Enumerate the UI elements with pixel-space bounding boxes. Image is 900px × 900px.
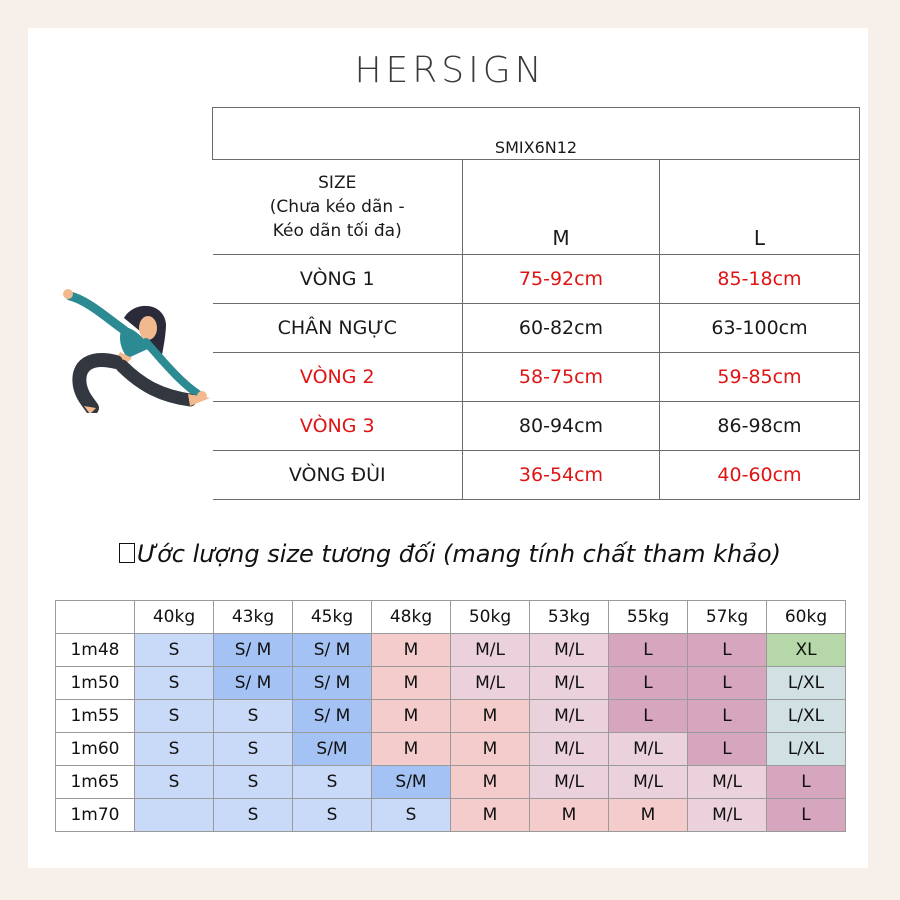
size-cell: S bbox=[293, 799, 372, 832]
measure-label: CHÂN NGỰC bbox=[213, 304, 463, 353]
size-cell: L bbox=[688, 634, 767, 667]
height-label: 1m60 bbox=[56, 733, 135, 766]
size-cell bbox=[135, 799, 214, 832]
size-cell: S/ M bbox=[214, 634, 293, 667]
size-cell: M/L bbox=[609, 766, 688, 799]
size-cell: L bbox=[688, 733, 767, 766]
size-cell: M bbox=[372, 667, 451, 700]
size-cell: S/ M bbox=[293, 634, 372, 667]
size-l-header: L bbox=[660, 160, 860, 255]
height-row bbox=[56, 733, 846, 766]
size-cell: S/ M bbox=[293, 700, 372, 733]
weight-header: 57kg bbox=[688, 601, 767, 634]
size-cell: M bbox=[609, 799, 688, 832]
measure-l: 63-100cm bbox=[660, 304, 860, 353]
height-row bbox=[56, 667, 846, 700]
product-code: SMIX6N12 bbox=[213, 108, 860, 160]
size-cell: S bbox=[293, 766, 372, 799]
measure-label: VÒNG 3 bbox=[213, 402, 463, 451]
spec-row bbox=[213, 353, 860, 402]
size-estimate-table bbox=[55, 600, 846, 832]
size-cell: L bbox=[767, 799, 846, 832]
size-cell: XL bbox=[767, 634, 846, 667]
size-label-line: (Chưa kéo dãn - bbox=[269, 197, 405, 217]
height-label: 1m48 bbox=[56, 634, 135, 667]
brand-logo: HERSIGN bbox=[354, 50, 546, 91]
measure-label: VÒNG ĐÙI bbox=[213, 451, 463, 500]
size-cell: M/L bbox=[451, 634, 530, 667]
size-cell: M/L bbox=[688, 766, 767, 799]
size-label-line: Kéo dãn tối đa) bbox=[272, 221, 402, 241]
measure-l: 85-18cm bbox=[660, 255, 860, 304]
size-cell: S bbox=[135, 634, 214, 667]
size-cell: M/L bbox=[530, 766, 609, 799]
size-cell: S bbox=[135, 700, 214, 733]
size-cell: S bbox=[214, 766, 293, 799]
size-cell: L bbox=[688, 667, 767, 700]
spec-row bbox=[213, 304, 860, 353]
spec-row bbox=[213, 402, 860, 451]
spec-size-header bbox=[213, 160, 860, 255]
measure-m: 58-75cm bbox=[463, 353, 660, 402]
size-cell: S/M bbox=[372, 766, 451, 799]
note-text: Ước lượng size tương đối (mang tính chất tham khảo) bbox=[136, 540, 782, 568]
size-cell: L bbox=[609, 634, 688, 667]
measure-label: VÒNG 2 bbox=[213, 353, 463, 402]
spec-row bbox=[213, 255, 860, 304]
size-cell: S/ M bbox=[214, 667, 293, 700]
checkbox-icon bbox=[119, 543, 135, 563]
measure-m: 75-92cm bbox=[463, 255, 660, 304]
size-cell: M bbox=[372, 634, 451, 667]
size-cell: L/XL bbox=[767, 667, 846, 700]
height-label: 1m65 bbox=[56, 766, 135, 799]
size-cell: M/L bbox=[530, 634, 609, 667]
size-cell: S bbox=[214, 733, 293, 766]
size-cell: M bbox=[372, 733, 451, 766]
measure-l: 86-98cm bbox=[660, 402, 860, 451]
size-cell: M bbox=[451, 766, 530, 799]
size-label-cell bbox=[213, 160, 463, 255]
size-cell: L bbox=[767, 766, 846, 799]
size-cell: M/L bbox=[451, 667, 530, 700]
size-cell: S/ M bbox=[293, 667, 372, 700]
size-cell: M bbox=[530, 799, 609, 832]
height-row bbox=[56, 634, 846, 667]
weight-header: 45kg bbox=[293, 601, 372, 634]
size-cell: L bbox=[609, 700, 688, 733]
size-cell: M/L bbox=[530, 700, 609, 733]
size-cell: M/L bbox=[530, 667, 609, 700]
size-cell: M bbox=[451, 700, 530, 733]
weight-header-row bbox=[56, 601, 846, 634]
height-label: 1m50 bbox=[56, 667, 135, 700]
height-row bbox=[56, 766, 846, 799]
measure-l: 40-60cm bbox=[660, 451, 860, 500]
size-cell: M/L bbox=[530, 733, 609, 766]
size-estimate-note bbox=[0, 540, 900, 568]
measure-l: 59-85cm bbox=[660, 353, 860, 402]
size-cell: S bbox=[214, 700, 293, 733]
measure-label: VÒNG 1 bbox=[213, 255, 463, 304]
size-m-header: M bbox=[463, 160, 660, 255]
size-cell: L bbox=[609, 667, 688, 700]
size-cell: L/XL bbox=[767, 733, 846, 766]
height-label: 1m70 bbox=[56, 799, 135, 832]
size-cell: S bbox=[135, 766, 214, 799]
corner-cell bbox=[56, 601, 135, 634]
size-cell: M bbox=[451, 733, 530, 766]
weight-header: 60kg bbox=[767, 601, 846, 634]
size-label-line: SIZE bbox=[318, 173, 357, 193]
height-row bbox=[56, 799, 846, 832]
size-cell: S bbox=[372, 799, 451, 832]
yoga-woman-illustration bbox=[62, 278, 212, 413]
size-cell: S bbox=[135, 667, 214, 700]
weight-header: 50kg bbox=[451, 601, 530, 634]
height-label: 1m55 bbox=[56, 700, 135, 733]
spec-code-row bbox=[213, 108, 860, 160]
size-cell: S bbox=[214, 799, 293, 832]
size-cell: M/L bbox=[609, 733, 688, 766]
size-cell: L/XL bbox=[767, 700, 846, 733]
size-cell: S/M bbox=[293, 733, 372, 766]
size-cell: M/L bbox=[688, 799, 767, 832]
weight-header: 43kg bbox=[214, 601, 293, 634]
size-cell: L bbox=[688, 700, 767, 733]
weight-header: 53kg bbox=[530, 601, 609, 634]
measure-m: 80-94cm bbox=[463, 402, 660, 451]
measure-m: 36-54cm bbox=[463, 451, 660, 500]
height-row bbox=[56, 700, 846, 733]
size-spec-table bbox=[212, 107, 860, 500]
size-cell: M bbox=[451, 799, 530, 832]
size-cell: M bbox=[372, 700, 451, 733]
size-cell: S bbox=[135, 733, 214, 766]
weight-header: 48kg bbox=[372, 601, 451, 634]
weight-header: 55kg bbox=[609, 601, 688, 634]
weight-header: 40kg bbox=[135, 601, 214, 634]
measure-m: 60-82cm bbox=[463, 304, 660, 353]
spec-row bbox=[213, 451, 860, 500]
